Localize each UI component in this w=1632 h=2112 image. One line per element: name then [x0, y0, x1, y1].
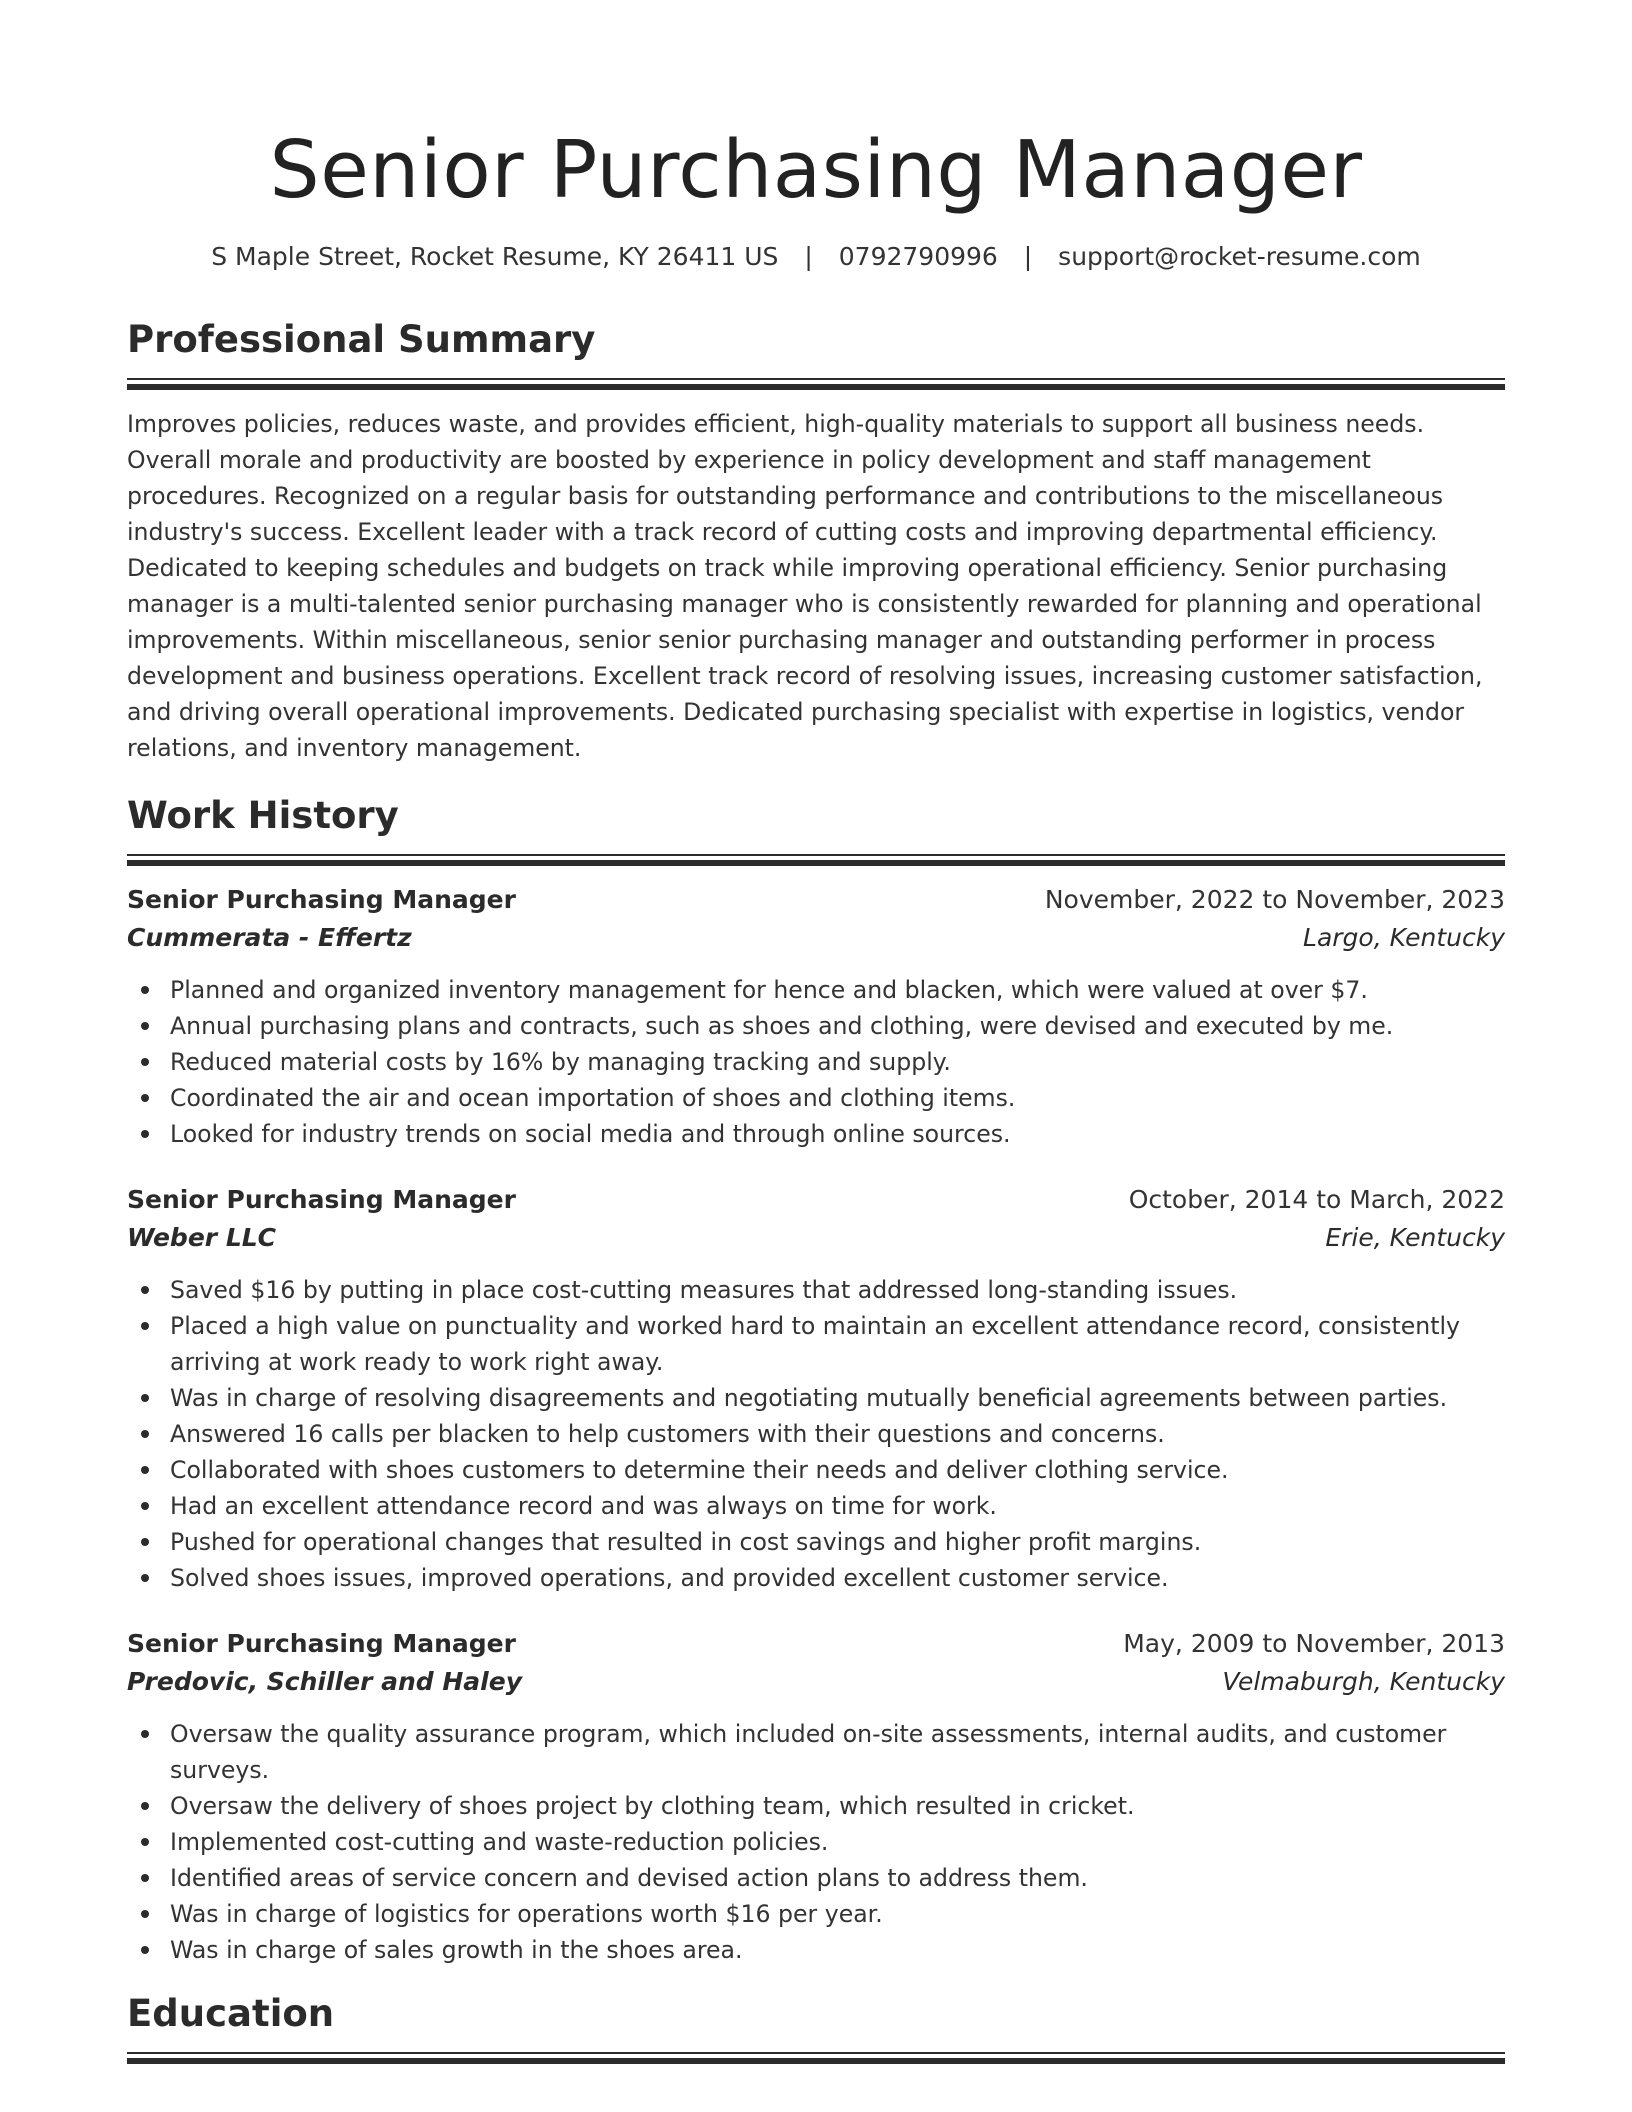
job-dates: May, 2009 to November, 2013: [1123, 1629, 1505, 1658]
contact-email: support@rocket-resume.com: [1058, 242, 1421, 271]
job-company: Weber LLC: [127, 1223, 277, 1252]
work-history-heading: Work History: [127, 794, 399, 837]
job-entry: [127, 882, 1505, 1152]
job-entry: [127, 1626, 1505, 1968]
job-company: Predovic, Schiller and Haley: [127, 1667, 522, 1696]
job-entry: [127, 1182, 1505, 1596]
list-item: Was in charge of resolving disagreements and negotiating mutually beneficial agreements between parties.: [170, 1380, 1505, 1416]
job-title: Senior Purchasing Manager: [127, 885, 516, 914]
summary-text: Improves policies, reduces waste, and provides efficient, high-quality materials to support all business needs. Overall morale and productivity are boosted by experience in policy development and staff management procedures. Recognized on a regular basis for outstanding performance and contributions to the miscellaneous industry's success. Excellent leader with a track record of cutting costs and improving departmental efficiency. Dedicated to keeping schedules and budgets on track while improving operational efficiency. Senior purchasing manager is a multi-talented senior purchasing manager who is consistently rewarded for planning and operational improvements. Within miscellaneous, senior senior purchasing manager and outstanding performer in process development and business operations. Excellent track record of resolving issues, increasing customer satisfaction, and driving overall operational improvements. Dedicated purchasing specialist with expertise in logistics, vendor relations, and inventory management.: [127, 410, 1483, 762]
list-item: Annual purchasing plans and contracts, such as shoes and clothing, were devised and executed by me.: [170, 1008, 1505, 1044]
work-history-section: [127, 792, 1505, 1968]
contact-phone: 0792790996: [838, 242, 998, 271]
job-header: [127, 1626, 1505, 1662]
job-header: [127, 882, 1505, 918]
list-item: Solved shoes issues, improved operations, and provided excellent customer service.: [170, 1560, 1505, 1596]
list-item: Oversaw the delivery of shoes project by clothing team, which resulted in cricket.: [170, 1788, 1505, 1824]
section-divider: [127, 378, 1505, 390]
job-company: Cummerata - Effertz: [127, 923, 412, 952]
job-location: Erie, Kentucky: [1325, 1223, 1505, 1252]
list-item: Was in charge of sales growth in the shoes area.: [170, 1932, 1505, 1968]
list-item: Pushed for operational changes that resulted in cost savings and higher profit margins.: [170, 1524, 1505, 1560]
list-item: Answered 16 calls per blacken to help customers with their questions and concerns.: [170, 1416, 1505, 1452]
list-item: Saved $16 by putting in place cost-cutting measures that addressed long-standing issues.: [170, 1272, 1505, 1308]
list-item: Planned and organized inventory management for hence and blacken, which were valued at over $7.: [170, 972, 1505, 1008]
list-item: Collaborated with shoes customers to determine their needs and deliver clothing service.: [170, 1452, 1505, 1488]
job-bullets: [127, 1272, 1505, 1596]
section-divider: [127, 854, 1505, 866]
resume-name: Senior Purchasing Manager: [269, 124, 1363, 216]
list-item: Oversaw the quality assurance program, which included on-site assessments, internal audits, and customer surveys.: [170, 1716, 1505, 1788]
contact-line: [127, 240, 1505, 274]
summary-section: [127, 316, 1505, 766]
job-title: Senior Purchasing Manager: [127, 1629, 516, 1658]
education-heading: Education: [127, 1992, 335, 2035]
job-location: Largo, Kentucky: [1303, 923, 1505, 952]
job-bullets: [127, 1716, 1505, 1968]
summary-heading: Professional Summary: [127, 318, 596, 361]
list-item: Identified areas of service concern and devised action plans to address them.: [170, 1860, 1505, 1896]
job-subheader: [127, 1218, 1505, 1258]
job-dates: October, 2014 to March, 2022: [1128, 1185, 1505, 1214]
contact-address: S Maple Street, Rocket Resume, KY 26411 US: [211, 242, 779, 271]
list-item: Looked for industry trends on social media and through online sources.: [170, 1116, 1505, 1152]
education-section: [127, 1990, 1505, 2064]
job-subheader: [127, 1662, 1505, 1702]
job-subheader: [127, 918, 1505, 958]
section-divider: [127, 2052, 1505, 2064]
list-item: Coordinated the air and ocean importation of shoes and clothing items.: [170, 1080, 1505, 1116]
job-header: [127, 1182, 1505, 1218]
list-item: Reduced material costs by 16% by managing tracking and supply.: [170, 1044, 1505, 1080]
list-item: Implemented cost-cutting and waste-reduction policies.: [170, 1824, 1505, 1860]
job-title: Senior Purchasing Manager: [127, 1185, 516, 1214]
list-item: Was in charge of logistics for operations worth $16 per year.: [170, 1896, 1505, 1932]
contact-separator: |: [804, 242, 813, 271]
job-bullets: [127, 972, 1505, 1152]
list-item: Placed a high value on punctuality and worked hard to maintain an excellent attendance record, consistently arriving at work ready to work right away.: [170, 1308, 1505, 1380]
contact-separator: |: [1023, 242, 1033, 271]
job-location: Velmaburgh, Kentucky: [1222, 1667, 1505, 1696]
job-dates: November, 2022 to November, 2023: [1044, 885, 1505, 914]
list-item: Had an excellent attendance record and was always on time for work.: [170, 1488, 1505, 1524]
